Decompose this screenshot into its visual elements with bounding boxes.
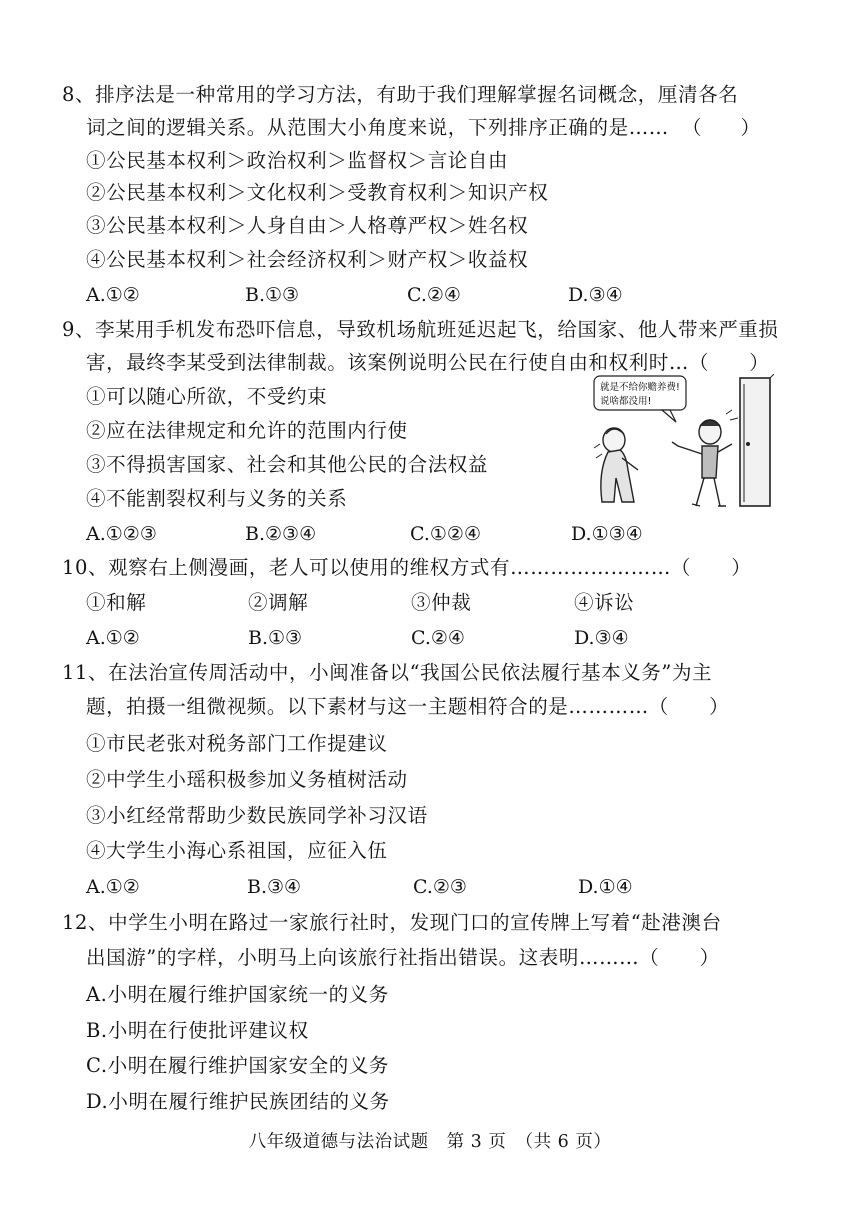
choice-b: B.③④ — [247, 876, 302, 898]
statement-3: ③公民基本权利＞人身自由＞人格尊严权＞姓名权 — [86, 214, 529, 237]
question-12-stem-line-2: 出国游”的字样，小明马上向该旅行社指出错误。这表明………（ ） — [86, 946, 720, 969]
statement-4: ④诉讼 — [574, 591, 635, 614]
door-icon — [740, 374, 774, 506]
bubble-line-1: 就是不给你赡养费! — [600, 382, 680, 393]
choice-d: D.③④ — [568, 284, 623, 306]
choice-c: C.②③ — [413, 876, 467, 898]
answer-bracket: （ ） — [682, 116, 761, 139]
statement-3: ③不得损害国家、社会和其他公民的合法权益 — [86, 453, 489, 476]
statement-2: ②公民基本权利＞文化权利＞受教育权利＞知识产权 — [86, 181, 549, 204]
choice-d: D.小明在履行维护民族团结的义务 — [86, 1090, 390, 1113]
page-footer: 八年级道德与法治试题 第 3 页 （共 6 页） — [248, 1132, 612, 1152]
statement-2: ②调解 — [248, 591, 309, 614]
statement-2: ②应在法律规定和允许的范围内行使 — [86, 419, 408, 442]
choice-c: C.②④ — [407, 284, 461, 306]
choice-b: B.①③ — [245, 284, 300, 306]
young-man-figure — [672, 410, 738, 506]
choice-b: B.小明在行使批评建议权 — [86, 1019, 309, 1042]
question-10-stem: 10、观察右上侧漫画，老人可以使用的维权方式有……………………（ ） — [62, 556, 752, 579]
choice-a: A.小明在履行维护国家统一的义务 — [86, 983, 389, 1006]
question-9-stem-line-2: 害，最终李某受到法律制裁。该案例说明公民在行使自由和权利时…（ ） — [86, 351, 770, 374]
statement-4: ④大学生小海心系祖国，应征入伍 — [86, 839, 388, 862]
choice-a: A.①② — [86, 627, 140, 649]
question-9-stem-line-1: 9、李某用手机发布恐吓信息，导致机场航班延迟起飞，给国家、他人带来严重损 — [62, 318, 779, 341]
choice-b: B.②③④ — [245, 523, 317, 545]
choice-d: D.①④ — [578, 876, 633, 898]
old-man-figure — [594, 428, 638, 502]
question-8-stem-line-2: 词之间的逻辑关系。从范围大小角度来说，下列排序正确的是…… — [86, 116, 669, 139]
statement-3: ③仲裁 — [411, 591, 472, 614]
bubble-line-2: 说啥都没用! — [600, 396, 652, 407]
statement-4: ④不能割裂权利与义务的关系 — [86, 487, 348, 510]
question-11-stem-line-1: 11、在法治宣传周活动中，小闽准备以“我国公民依法履行基本义务”为主 — [62, 661, 713, 684]
choice-b: B.①③ — [248, 627, 303, 649]
question-11-stem-line-2: 题，拍摄一组微视频。以下素材与这一主题相符合的是…………（ ） — [86, 695, 730, 718]
statement-2: ②中学生小瑶积极参加义务植树活动 — [86, 768, 408, 791]
question-8-stem-line-1: 8、排序法是一种常用的学习方法，有助于我们理解掌握名词概念，厘清各名 — [62, 83, 739, 106]
choice-c: C.①②④ — [410, 523, 481, 545]
question-12-stem-line-1: 12、中学生小明在路过一家旅行社时，发现门口的宣传牌上写着“赴港澳台 — [62, 911, 722, 934]
statement-1: ①可以随心所欲，不受约束 — [86, 385, 328, 408]
statement-3: ③小红经常帮助少数民族同学补习汉语 — [86, 804, 428, 827]
choice-a: A.①② — [86, 876, 140, 898]
statement-1: ①市民老张对税务部门工作提建议 — [86, 732, 388, 755]
choice-d: D.①③④ — [571, 523, 643, 545]
statement-1: ①和解 — [86, 591, 147, 614]
speech-bubble — [594, 376, 686, 422]
choice-c: C.小明在履行维护国家安全的义务 — [86, 1054, 390, 1077]
choice-c: C.②④ — [411, 627, 465, 649]
choice-d: D.③④ — [574, 627, 629, 649]
cartoon-illustration — [592, 374, 774, 510]
choice-a: A.①② — [86, 284, 140, 306]
choice-a: A.①②③ — [86, 523, 157, 545]
statement-1: ①公民基本权利＞政治权利＞监督权＞言论自由 — [86, 149, 509, 172]
statement-4: ④公民基本权利＞社会经济权利＞财产权＞收益权 — [86, 248, 529, 271]
